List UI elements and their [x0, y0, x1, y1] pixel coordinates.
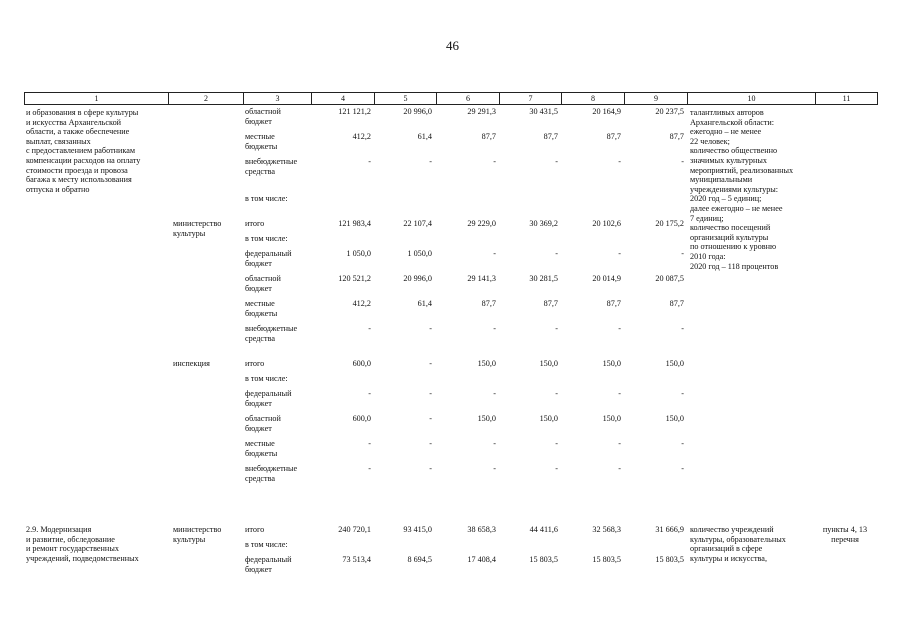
budget-value-cell: 1 050,0 — [407, 249, 432, 258]
executor-label: культуры — [173, 534, 206, 544]
budget-value-cell: - — [618, 464, 621, 473]
budget-value-cell: 32 568,3 — [592, 525, 621, 534]
budget-value-cell: 20 102,6 — [592, 219, 621, 228]
budget-value-cell: - — [429, 324, 432, 333]
funding-source-label: внебюджетные — [245, 157, 298, 166]
indicator-line: 22 человек; — [690, 136, 730, 146]
header-cell-8: 8 — [562, 93, 625, 104]
budget-value-cell: 412,2 — [352, 132, 371, 141]
header-cell-4: 4 — [312, 93, 375, 104]
header-cell-2: 2 — [169, 93, 244, 104]
funding-source-label: бюджет — [245, 423, 272, 433]
funding-source-label: в том числе: — [245, 234, 288, 243]
budget-value-cell: - — [681, 324, 684, 333]
budget-value-cell: 150,0 — [539, 359, 558, 368]
budget-value-cell: 30 431,5 — [529, 107, 558, 116]
funding-source-label: бюджет — [245, 564, 272, 574]
budget-value-cell: 20 996,0 — [403, 274, 432, 283]
budget-value-cell: - — [493, 249, 496, 258]
indicator-line: организаций в сфере — [690, 544, 763, 554]
header-cell-9: 9 — [625, 93, 688, 104]
indicator-line: ежегодно – не менее — [690, 127, 762, 137]
budget-value-cell: 15 803,5 — [529, 555, 558, 564]
reference-line: пункты 4, 13 — [822, 525, 868, 534]
page-number: 46 — [446, 38, 459, 53]
budget-value-cell: 17 408,4 — [467, 555, 496, 564]
budget-value-cell: - — [429, 157, 432, 166]
header-cell-11: 11 — [816, 93, 878, 104]
indicator-line: муниципальными — [690, 175, 753, 185]
budget-value-cell: 29 141,3 — [467, 274, 496, 283]
budget-value-cell: 87,7 — [543, 299, 558, 308]
budget-value-cell: 20 087,5 — [655, 274, 684, 283]
budget-value-cell: 30 369,2 — [529, 219, 558, 228]
budget-value-cell: 150,0 — [477, 414, 496, 423]
executor-label: министерство — [173, 525, 222, 534]
budget-value-cell: - — [618, 249, 621, 258]
budget-value-cell: 150,0 — [665, 414, 684, 423]
budget-value-cell: - — [368, 389, 371, 398]
funding-source-label: средства — [245, 473, 276, 483]
budget-value-cell: 120 521,2 — [338, 274, 371, 283]
budget-value-cell: 93 415,0 — [403, 525, 432, 534]
budget-value-cell: 20 175,2 — [655, 219, 684, 228]
budget-value-cell: - — [681, 249, 684, 258]
action-description-line: области, а также обеспечение — [26, 127, 130, 137]
funding-source-label: итого — [245, 219, 265, 228]
funding-source-label: местные — [245, 132, 275, 141]
funding-source-label: средства — [245, 333, 276, 343]
table-header-row — [24, 92, 878, 105]
budget-value-cell: - — [618, 389, 621, 398]
action-description-line: и искусства Архангельской — [26, 117, 122, 127]
indicator-line: по отношению к уровню — [690, 242, 777, 252]
budget-value-cell: 22 107,4 — [403, 219, 432, 228]
action-description-line: учреждений, подведомственных — [26, 553, 139, 563]
budget-value-cell: 73 513,4 — [342, 555, 371, 564]
budget-value-cell: - — [681, 439, 684, 448]
budget-value-cell: 87,7 — [669, 132, 684, 141]
budget-value-cell: 121 983,4 — [338, 219, 371, 228]
budget-value-cell: - — [429, 389, 432, 398]
budget-value-cell: 15 803,5 — [592, 555, 621, 564]
indicator-line: талантливых авторов — [690, 108, 764, 117]
funding-source-label: местные — [245, 439, 275, 448]
funding-source-label: внебюджетные — [245, 464, 298, 473]
indicator-line: количество общественно — [690, 146, 778, 156]
budget-value-cell: 87,7 — [543, 132, 558, 141]
budget-value-cell: 150,0 — [477, 359, 496, 368]
indicator-line: учреждениями культуры: — [690, 184, 779, 194]
action-description-line: компенсации расходов на оплату — [26, 156, 141, 165]
action-description-line: отпуска и обратно — [26, 184, 90, 194]
budget-value-cell: - — [368, 439, 371, 448]
budget-value-cell: 87,7 — [606, 299, 621, 308]
budget-value-cell: 38 658,3 — [467, 525, 496, 534]
budget-value-cell: - — [555, 324, 558, 333]
header-cell-5: 5 — [375, 93, 437, 104]
indicator-line: далее ежегодно – не менее — [690, 204, 783, 213]
header-cell-3: 3 — [244, 93, 312, 104]
budget-value-cell: - — [368, 464, 371, 473]
budget-value-cell: 8 694,5 — [407, 555, 432, 564]
budget-value-cell: - — [368, 157, 371, 166]
funding-source-label: в том числе: — [245, 194, 288, 203]
budget-value-cell: - — [555, 389, 558, 398]
budget-value-cell: 1 050,0 — [346, 249, 371, 258]
funding-source-label: федеральный — [245, 389, 292, 398]
budget-value-cell: - — [618, 157, 621, 166]
indicator-line: Архангельской области: — [690, 117, 775, 127]
funding-source-label: в том числе: — [245, 374, 288, 383]
funding-source-label: федеральный — [245, 555, 292, 564]
indicator-line: организаций культуры — [690, 232, 769, 242]
budget-value-cell: 412,2 — [352, 299, 371, 308]
budget-value-cell: - — [681, 157, 684, 166]
budget-value-cell: 600,0 — [352, 359, 371, 368]
executor-label: инспекция — [173, 359, 210, 368]
header-cell-1: 1 — [25, 93, 169, 104]
budget-value-cell: - — [618, 324, 621, 333]
budget-value-cell: 150,0 — [602, 414, 621, 423]
budget-value-cell: - — [555, 439, 558, 448]
action-description-line: выплат, связанных — [26, 136, 91, 146]
action-description-line: стоимости проезда и провоза — [26, 165, 128, 175]
funding-source-label: областной — [245, 414, 281, 423]
budget-value-cell: 30 281,5 — [529, 274, 558, 283]
budget-value-cell: 150,0 — [665, 359, 684, 368]
indicator-line: значимых культурных — [690, 156, 767, 165]
budget-value-cell: 240 720,1 — [338, 525, 371, 534]
executor-label: министерство — [173, 219, 222, 228]
funding-source-label: средства — [245, 166, 276, 176]
funding-source-label: областной — [245, 274, 281, 283]
action-description-line: и развитие, обследование — [26, 534, 115, 544]
funding-source-label: бюджет — [245, 398, 272, 408]
budget-value-cell: 150,0 — [539, 414, 558, 423]
budget-value-cell: - — [681, 389, 684, 398]
indicator-line: количество учреждений — [690, 525, 774, 534]
indicator-line: 7 единиц; — [690, 213, 724, 223]
budget-value-cell: 20 237,5 — [655, 107, 684, 116]
funding-source-label: бюджеты — [245, 308, 278, 318]
budget-value-cell: - — [555, 464, 558, 473]
budget-value-cell: 20 014,9 — [592, 274, 621, 283]
budget-value-cell: 87,7 — [669, 299, 684, 308]
header-cell-7: 7 — [500, 93, 562, 104]
indicator-line: количество посещений — [690, 223, 771, 233]
budget-value-cell: - — [618, 439, 621, 448]
executor-label: культуры — [173, 228, 206, 238]
funding-source-label: бюджеты — [245, 141, 278, 151]
funding-source-label: итого — [245, 359, 265, 368]
indicator-line: культуры, образовательных — [690, 534, 786, 544]
action-description-line: багажа к месту использования — [26, 175, 132, 185]
indicator-line: мероприятий, реализованных — [690, 165, 794, 175]
funding-source-label: местные — [245, 299, 275, 308]
budget-value-cell: - — [555, 249, 558, 258]
budget-value-cell: 121 121,2 — [338, 107, 371, 116]
funding-source-label: итого — [245, 525, 265, 534]
budget-value-cell: 61,4 — [417, 132, 432, 141]
budget-value-cell: 87,7 — [481, 299, 496, 308]
budget-value-cell: - — [555, 157, 558, 166]
budget-value-cell: 31 666,9 — [655, 525, 684, 534]
budget-value-cell: - — [493, 439, 496, 448]
budget-value-cell: 20 164,9 — [592, 107, 621, 116]
funding-source-label: бюджеты — [245, 448, 278, 458]
budget-value-cell: - — [368, 324, 371, 333]
budget-value-cell: 29 229,0 — [467, 219, 496, 228]
funding-source-label: бюджет — [245, 258, 272, 268]
budget-value-cell: - — [429, 439, 432, 448]
budget-value-cell: - — [429, 464, 432, 473]
budget-value-cell: 15 803,5 — [655, 555, 684, 564]
budget-value-cell: 150,0 — [602, 359, 621, 368]
header-cell-6: 6 — [437, 93, 500, 104]
budget-value-cell: - — [429, 414, 432, 423]
budget-value-cell: - — [493, 324, 496, 333]
budget-value-cell: 44 411,6 — [529, 525, 558, 534]
indicator-line: культуры и искусства, — [690, 553, 767, 563]
funding-source-label: областной — [245, 107, 281, 116]
budget-value-cell: 87,7 — [606, 132, 621, 141]
budget-value-cell: - — [429, 359, 432, 368]
budget-value-cell: 61,4 — [417, 299, 432, 308]
budget-value-cell: 87,7 — [481, 132, 496, 141]
indicator-line: 2020 год – 118 процентов — [690, 261, 779, 271]
funding-source-label: внебюджетные — [245, 324, 298, 333]
funding-source-label: в том числе: — [245, 540, 288, 549]
reference-line: перечня — [831, 534, 859, 544]
action-description-line: 2.9. Модернизация — [26, 525, 92, 534]
indicator-line: 2010 года: — [690, 252, 726, 261]
header-cell-10: 10 — [688, 93, 816, 104]
action-description-line: с предоставлением работникам — [26, 146, 136, 156]
action-description-line: и образования в сфере культуры — [26, 108, 139, 117]
budget-value-cell: 20 996,0 — [403, 107, 432, 116]
budget-value-cell: 600,0 — [352, 414, 371, 423]
budget-value-cell: 29 291,3 — [467, 107, 496, 116]
funding-source-label: бюджет — [245, 283, 272, 293]
budget-value-cell: - — [493, 464, 496, 473]
funding-source-label: бюджет — [245, 116, 272, 126]
funding-source-label: федеральный — [245, 249, 292, 258]
budget-value-cell: - — [493, 389, 496, 398]
indicator-line: 2020 год – 5 единиц; — [690, 194, 762, 204]
budget-value-cell: - — [493, 157, 496, 166]
action-description-line: и ремонт государственных — [26, 544, 119, 554]
budget-value-cell: - — [681, 464, 684, 473]
